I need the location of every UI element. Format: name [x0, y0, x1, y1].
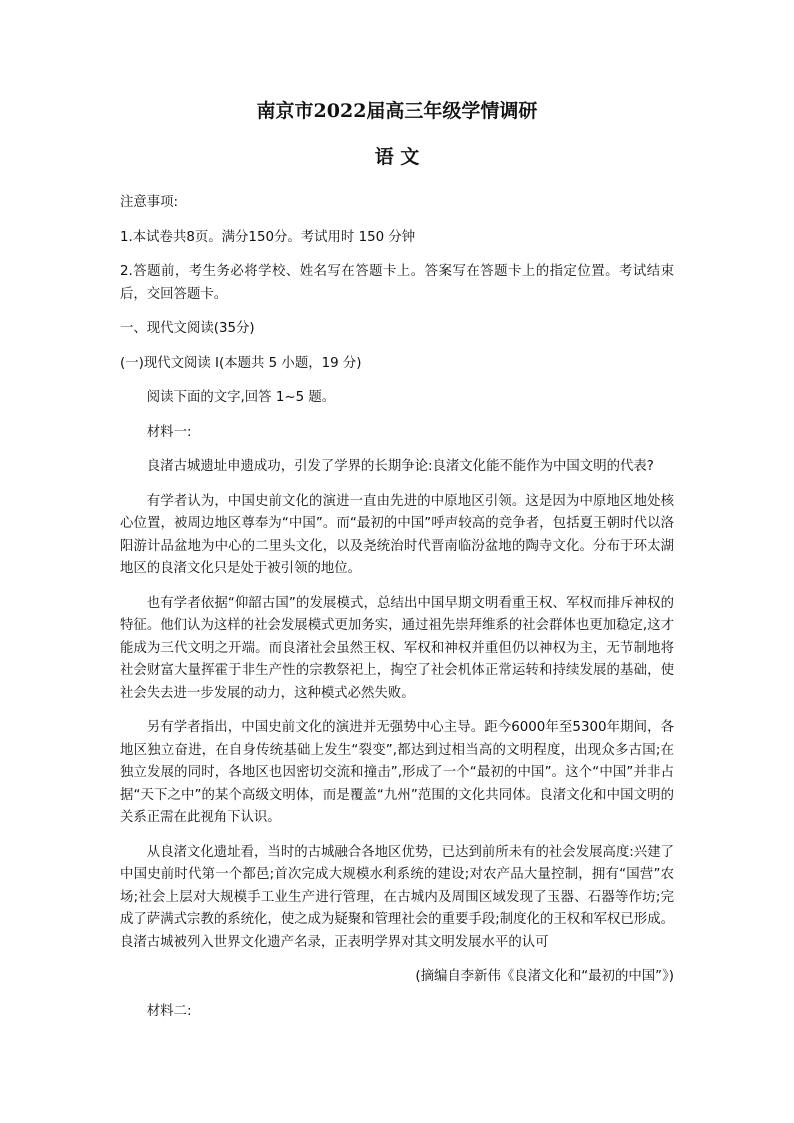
- material-label: 材料一:: [146, 424, 192, 440]
- source-citation: (摘编自李新伟《良渚文化和“最初的中国”》): [415, 969, 674, 984]
- body-paragraph: 从良渚文化遗址看，当时的古城融合各地区优势，已达到前所未有的社会发展高度:兴建了中国史前时代第一个都邑;首次完成大规模水利系统的建设;对农产品大量控制，拥有“国营”农场;社会上层对大规模手工业生产进行管理，在古城内及周围区域发现了玉器、石器等作坊;完成了萨满式宗教的系统化，使之成为疑聚和管理社会的重要手段;制度化的王权和军权已形成。良渚古城被列入世界文化遗产名录，正表明学界对其文明发展水平的认可: [120, 844, 674, 950]
- body-paragraph: 也有学者依据“仰韶古国”的发展模式，总结出中国早期文明看重王权、军权而排斥神权的特征。他们认为这样的社会发展模式更加务实，通过祖先崇拜维系的社会群体也更加稳定,这才能成为三代文明之开端。而良渚社会虽然王权、军权和神权并重但仍以神权为主，无节制地将社会财富大量挥霍于非生产性的宗教祭祀上，掏空了社会机体正常运转和持续发展的基础，使社会失去进一步发展的动力，这种模式必然失败。: [120, 595, 674, 701]
- body-paragraph: 有学者认为，中国史前文化的演进一直由先进的中原地区引领。这是因为中原地区地处核心位置，被周边地区尊奉为“中国”。而“最初的中国”呼声较高的竞争者，包括夏王朝时代以洛阳游计品盆地为中心的二里头文化，以及尧统治时代晋南临汾盆地的陶寺文化。分布于环太湖地区的良渚文化只是处于被引领的地位。: [120, 493, 674, 576]
- notice-item-1: 1.本试卷共8页。满分150分。考试用时 150 分钟: [120, 229, 416, 245]
- body-paragraph: 良渚古城遗址申遗成功，引发了学界的长期争论:良渚文化能不能作为中国文明的代表?: [146, 459, 654, 474]
- section-heading: 一、现代文阅读(35分): [120, 321, 255, 336]
- reading-instruction: 阅读下面的文字,回答 1~5 题。: [146, 390, 336, 405]
- exam-title: 南京市2022届高三年级学情调研: [256, 100, 538, 122]
- notice-item-2: 2.答题前，考生务必将学校、姓名写在答题卡上。答案写在答题卡上的指定位置。考试结束后，交回答题卡。: [120, 264, 674, 302]
- subject-title: 语 文: [374, 146, 420, 168]
- notice-heading: 注意事项:: [120, 195, 179, 210]
- material-label: 材料二:: [146, 1003, 192, 1019]
- body-paragraph: 另有学者指出，中国史前文化的演进并无强势中心主导。距今6000年至5300年期间，各地区独立奋进，在自身传统基础上发生“裂变”,都达到过相当高的文明程度，出现众多古国;在独立发展的同时，各地区也因密切交流和撞击”,形成了一个“最初的中国”。这个“中国”并非占据“天下之中”的某个高级文明体，而是覆盖“九州”范围的文化共同体。良渚文化和中国文明的关系正需在此视角下认识。: [120, 720, 674, 825]
- subsection-heading: (一)现代文阅读 I(本题共 5 小题，19 分): [120, 355, 362, 371]
